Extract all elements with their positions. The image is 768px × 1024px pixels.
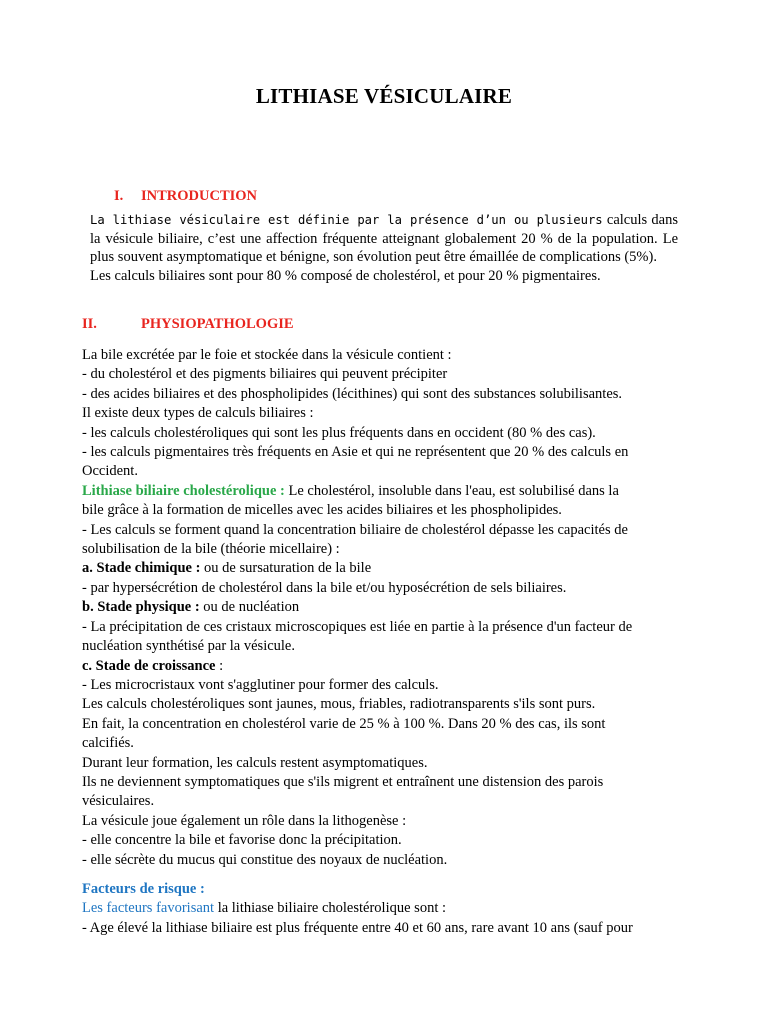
text-line: - les calculs cholestéroliques qui sont les plus fréquents dans en occident (80 % des cas). <box>82 424 596 441</box>
text-line: bile grâce à la formation de micelles avec les acides biliaires et les phospholipides. <box>82 502 562 519</box>
text-line: - par hypersécrétion de cholestérol dans la bile et/ou hyposécrétion de sels biliaires. <box>82 579 567 596</box>
text-line: - Les calculs se forment quand la concentration biliaire de cholestérol dépasse les capacités de <box>82 521 628 538</box>
text-line: - elle concentre la bile et favorise donc la précipitation. <box>82 832 402 849</box>
document-title: LITHIASE VÉSICULAIRE <box>255 84 513 108</box>
text-line: En fait, la concentration en cholestérol varie de 25 % à 100 %. Dans 20 % des cas, ils sont <box>82 715 606 732</box>
text-line: Il existe deux types de calculs biliaires : <box>82 405 314 422</box>
introduction-text <box>90 211 678 285</box>
text-line: - Age élevé la lithiase biliaire est plus fréquente entre 40 et 60 ans, rare avant 10 ans (sauf pour <box>82 919 633 936</box>
text-line <box>82 482 682 501</box>
intro-paragraph-1-start: La lithiase vésiculaire est définie par la présence d’un ou plusieurs <box>90 213 603 227</box>
text-segment: : <box>215 657 224 674</box>
risk-factors-heading: Facteurs de risque : <box>82 880 205 897</box>
intro-paragraph-2: Les calculs biliaires sont pour 80 % composé de cholestérol, et pour 20 % pigmentaires. <box>90 267 601 284</box>
text-line: - elle sécrète du mucus qui constitue des noyaux de nucléation. <box>82 851 448 868</box>
section-2-number: II. <box>82 316 97 332</box>
text-line: Ils ne deviennent symptomatiques que s'ils migrent et entraînent une distension des parois <box>82 773 604 790</box>
text-line: solubilisation de la bile (théorie micellaire) : <box>82 541 340 558</box>
physiopathology-text <box>82 346 682 938</box>
text-line: nucléation synthétisé par la vésicule. <box>82 638 295 655</box>
stage-a-label: a. Stade chimique : <box>82 560 201 577</box>
intro-paragraph-1-rest: calculs dans la vésicule biliaire, c’est une affection fréquente atteignant globalement 20 % de la population. Le plus souvent asymptomatique et bénigne, son évolution peut être émaillée de complications (5%). <box>90 212 678 265</box>
text-line: Durant leur formation, les calculs restent asymptomatiques. <box>82 754 428 771</box>
text-line: - La précipitation de ces cristaux microscopiques est liée en partie à la présence d'un facteur de <box>82 618 633 635</box>
text-line: Occident. <box>82 463 138 480</box>
text-line: La bile excrétée par le foie et stockée dans la vésicule contient : <box>82 347 452 363</box>
text-line: La vésicule joue également un rôle dans la lithogenèse : <box>82 812 407 829</box>
cholesterol-lithiasis-label: Lithiase biliaire cholestérolique : <box>82 482 285 499</box>
text-line: - des acides biliaires et des phospholipides (lécithines) qui sont des substances solubilisantes. <box>82 385 623 402</box>
section-2-heading: PHYSIOPATHOLOGIE <box>141 316 294 332</box>
text-line: vésiculaires. <box>82 793 155 810</box>
stage-b-label: b. Stade physique : <box>82 599 200 616</box>
text-line: calcifiés. <box>82 735 134 752</box>
text-line: - Les microcristaux vont s'agglutiner pour former des calculs. <box>82 676 439 693</box>
stage-c-label: c. Stade de croissance <box>82 657 216 674</box>
text-line <box>82 559 682 578</box>
text-line: - les calculs pigmentaires très fréquents en Asie et qui ne représentent que 20 % des calculs en <box>82 444 629 461</box>
text-segment: la lithiase biliaire cholestérolique sont : <box>214 900 446 917</box>
section-1-number: I. <box>114 188 124 204</box>
text-segment: ou de sursaturation de la bile <box>200 560 372 577</box>
text-segment: ou de nucléation <box>199 599 300 616</box>
text-segment: Le cholestérol, insoluble dans l'eau, est solubilisé dans la <box>284 482 619 499</box>
text-line <box>82 598 682 617</box>
spacer <box>82 870 682 880</box>
intro-paragraph-1 <box>90 211 678 267</box>
text-line <box>82 899 682 918</box>
text-line <box>82 657 682 676</box>
text-line: Les calculs cholestéroliques sont jaunes, mous, friables, radiotransparents s'ils sont purs. <box>82 696 596 713</box>
section-1-heading: INTRODUCTION <box>141 188 258 204</box>
text-line: - du cholestérol et des pigments biliaires qui peuvent précipiter <box>82 366 448 383</box>
favoring-factors-label: Les facteurs favorisant <box>82 900 215 917</box>
